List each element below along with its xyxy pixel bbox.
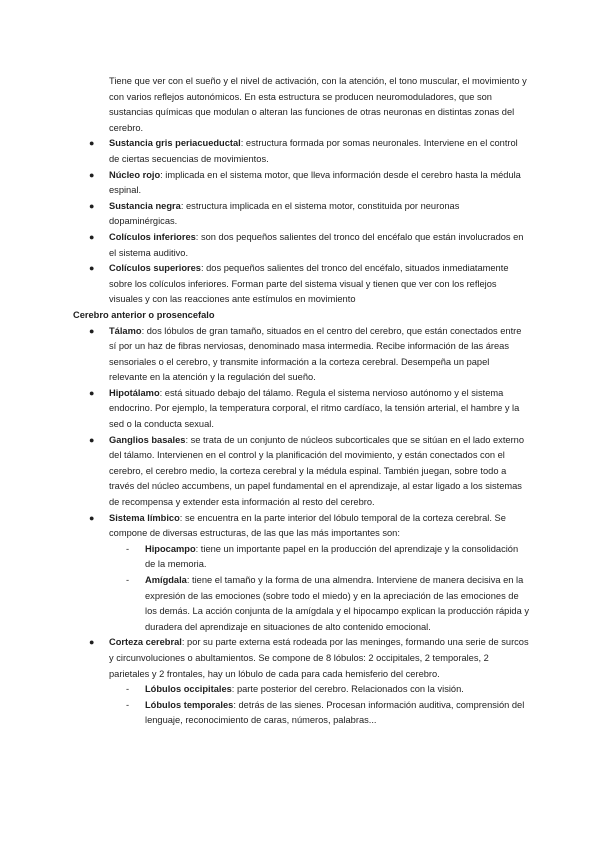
term-description: : detrás de las sienes. Procesan información auditiva, comprensión del lenguaje, reconocimiento de caras, números, palabras...	[145, 699, 525, 726]
term-description: : parte posterior del cerebro. Relacionados con la visión.	[231, 684, 464, 695]
lobes-list	[73, 682, 529, 729]
term-label: Lóbulos occipitales	[145, 684, 232, 695]
dash-icon: -	[126, 699, 130, 710]
sub-list-item	[73, 573, 529, 635]
term-label: Colículos inferiores	[109, 231, 196, 242]
term-description: : se trata de un conjunto de núcleos subcorticales que se sitúan en el lado externo del tálamo. Intervienen en el control y la planificación del movimiento, y están conectados con el cerebro, el cerebro medio, la corteza cerebral y la médula espinal. También juegan, sobre todo a través del núcleo accumbens, un papel fundamental en el aprendizaje, al estar ligado a los sistemas de recompensa y extender esta información al resto del cerebro.	[109, 434, 525, 508]
term-description: : tiene el tamaño y la forma de una almendra. Interviene de manera decisiva en la expresión de las emociones (sobre todo el miedo) y en la apreciación de las emociones de los demás. La acción conjunta de la amígdala y el hipocampo explican la producción rápida y duradera del aprendizaje en situaciones de alto contenido emocional.	[145, 575, 529, 632]
bullet-icon: ●	[89, 200, 95, 211]
sub-list-item	[73, 698, 529, 729]
term-label: Colículos superiores	[109, 263, 201, 274]
term-description: : tiene un importante papel en la producción del aprendizaje y la consolidación de la memoria.	[145, 543, 519, 570]
bullet-icon: ●	[89, 138, 95, 149]
list-item	[73, 386, 529, 433]
term-label: Amígdala	[145, 575, 187, 585]
list-item	[73, 324, 529, 386]
term-description: : se encuentra en la parte interior del lóbulo temporal de la corteza cerebral. Se compone de diversas estructuras, de las que las más importantes son:	[109, 512, 506, 539]
term-label: Sustancia gris periacueductal	[109, 138, 241, 149]
term-label: Ganglios basales	[109, 434, 186, 445]
dash-icon: -	[126, 684, 130, 695]
term-description: : son dos pequeños salientes del tronco del encéfalo que están involucrados en el sistema auditivo.	[109, 231, 524, 258]
sub-list-item	[73, 682, 529, 698]
bullet-icon: ●	[89, 637, 95, 648]
term-description: : implicada en el sistema motor, que lleva información desde el cerebro hasta la médula espinal.	[109, 169, 521, 196]
forebrain-structures-list	[73, 324, 529, 542]
document-body	[73, 74, 529, 729]
term-description: : estructura implicada en el sistema motor, constituida por neuronas dopaminérgicas.	[109, 200, 460, 227]
term-description: : está situado debajo del tálamo. Regula el sistema nervioso autónomo y el sistema endocrino. Por ejemplo, la temperatura corporal, el ritmo cardíaco, la tensión arterial, el hambre y la sed o la conducta sexual.	[109, 387, 520, 430]
sub-list-item	[73, 542, 529, 573]
dash-icon: -	[126, 543, 130, 554]
intro-paragraph: Tiene que ver con el sueño y el nivel de activación, con la atención, el tono muscular, el movimiento y con varios reflejos autonómicos. En esta estructura se producen neuromoduladores, que son sustancias químicas que modulan o alteran las funciones de otras neuronas en distintas zonas del cerebro.	[109, 76, 527, 133]
section-heading: Cerebro anterior o prosencefalo	[73, 309, 215, 320]
limbic-substructures-list	[73, 542, 529, 636]
term-description: : dos lóbulos de gran tamaño, situados en el centro del cerebro, que están conectados entre sí por un haz de fibras nerviosas, denominado masa intermedia. Recibe información de las áreas sensoriales o el cerebro, y transmite información a la corteza cerebral. Desempeña un papel relevante en la atención y la regulación del sueño.	[109, 325, 522, 383]
bullet-icon: ●	[89, 231, 95, 242]
list-item	[73, 230, 529, 261]
term-description: : por su parte externa está rodeada por las meninges, formando una serie de surcos y circunvoluciones o abultamientos. Se compone de 8 lóbulos: 2 occipitales, 2 temporales, 2 parietales y 2 frontales, hay un lóbulo de cada para cada hemisferio del cerebro.	[109, 637, 529, 679]
bullet-icon: ●	[89, 387, 95, 398]
list-item	[73, 635, 529, 682]
list-item	[73, 511, 529, 542]
term-description: : dos pequeños salientes del tronco del encéfalo, situados inmediatamente sobre los colículos inferiores. Forman parte del sistema visual y tienen que ver con los reflejos visuales y con las reacciones ante estímulos en movimiento	[109, 263, 509, 305]
bullet-icon: ●	[89, 434, 95, 445]
term-label: Hipotálamo	[109, 387, 160, 398]
term-label: Sustancia negra	[109, 200, 181, 211]
list-item	[73, 136, 529, 167]
list-item	[73, 433, 529, 511]
term-label: Sistema límbico	[109, 512, 180, 523]
cortex-list	[73, 635, 529, 682]
term-label: Corteza cerebral	[109, 637, 182, 648]
term-label: Hipocampo	[145, 543, 196, 554]
dash-icon: -	[126, 575, 130, 585]
bullet-icon: ●	[89, 325, 95, 336]
bullet-icon: ●	[89, 169, 95, 180]
term-label: Lóbulos temporales	[145, 699, 234, 710]
list-item	[73, 199, 529, 230]
list-item	[73, 261, 529, 308]
brainstem-structures-list	[73, 136, 529, 308]
bullet-icon: ●	[89, 263, 95, 274]
bullet-icon: ●	[89, 512, 95, 523]
list-item	[73, 168, 529, 199]
term-label: Núcleo rojo	[109, 169, 161, 180]
term-label: Tálamo	[109, 325, 142, 336]
term-description: : estructura formada por somas neuronales. Interviene en el control de ciertas secuencias de movimientos.	[109, 138, 518, 164]
